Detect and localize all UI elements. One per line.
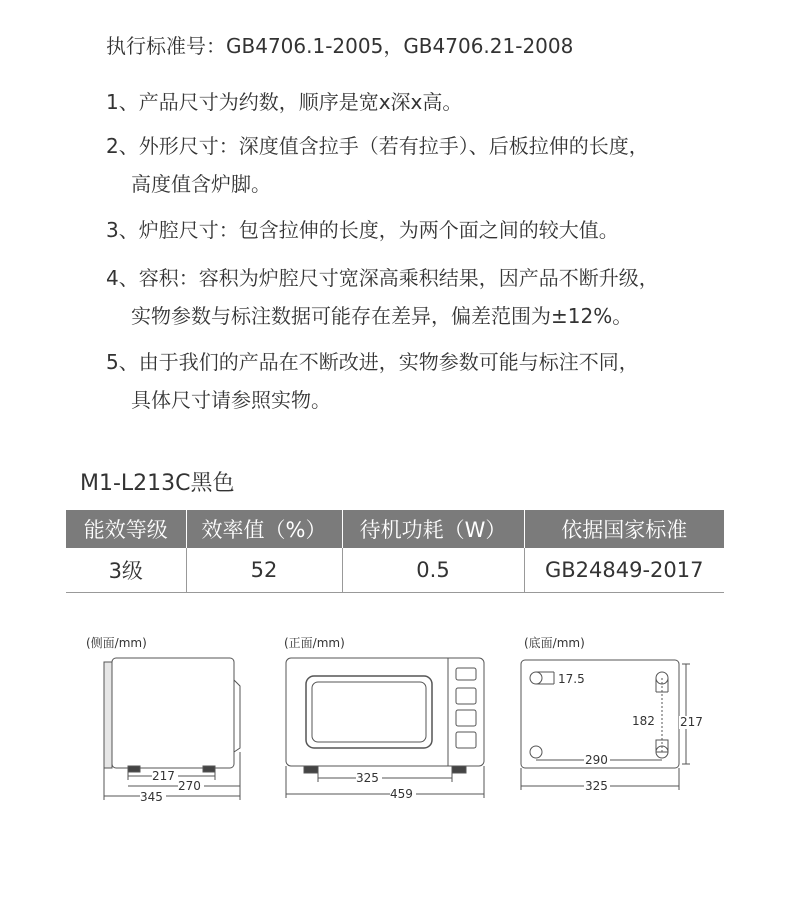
front-dim-325: 325 xyxy=(356,771,379,785)
bottom-dim-325: 325 xyxy=(585,779,608,793)
foot-bottom-left xyxy=(530,746,542,758)
note-1: 1、产品尺寸为约数，顺序是宽x深x高。 xyxy=(106,90,463,114)
control-button-1 xyxy=(456,688,476,704)
control-button-3 xyxy=(456,732,476,748)
front-foot-left xyxy=(304,766,318,773)
side-dim-345: 345 xyxy=(140,790,163,804)
front-foot-right xyxy=(452,766,466,773)
note-2-line-1: 2、外形尺寸：深度值含拉手（若有拉手）、后板拉伸的长度， xyxy=(106,134,649,158)
side-foot-right xyxy=(203,766,215,772)
cell-standard: GB24849-2017 xyxy=(524,548,724,593)
bottom-dim-290: 290 xyxy=(585,753,608,767)
header-national-standard: 依据国家标准 xyxy=(524,510,724,548)
front-window xyxy=(306,676,432,748)
bottom-dim-182: 182 xyxy=(632,714,655,728)
cell-grade: 3级 xyxy=(66,548,186,593)
model-name: M1-L213C黑色 xyxy=(80,471,235,496)
note-4-line-1: 4、容积：容积为炉腔尺寸宽深高乘积结果，因产品不断升级， xyxy=(106,266,659,290)
bottom-body xyxy=(521,660,679,768)
note-5-line-1: 5、由于我们的产品在不断改进，实物参数可能与标注不同， xyxy=(106,350,639,374)
side-view-label: (侧面/mm) xyxy=(86,636,147,650)
side-foot-left xyxy=(128,766,140,772)
header-standby-power: 待机功耗（W） xyxy=(342,510,524,548)
control-panel-display xyxy=(456,668,476,680)
note-4-line-2: 实物参数与标注数据可能存在差异，偏差范围为±12%。 xyxy=(131,304,633,328)
front-window-inner xyxy=(312,682,426,742)
side-dim-217: 217 xyxy=(152,769,175,783)
standard-number: 执行标准号：GB4706.1-2005，GB4706.21-2008 xyxy=(106,34,574,58)
side-door-edge xyxy=(104,662,112,768)
bottom-view-label: (底面/mm) xyxy=(524,636,585,650)
cell-standby: 0.5 xyxy=(342,548,524,593)
header-efficiency-grade: 能效等级 xyxy=(66,510,186,548)
side-dim-270: 270 xyxy=(178,779,201,793)
front-body xyxy=(286,658,484,766)
foot-top-left xyxy=(530,672,542,684)
front-view-drawing xyxy=(286,658,484,798)
bottom-dim-17-5: 17.5 xyxy=(558,672,585,686)
side-body xyxy=(112,658,234,768)
cell-efficiency: 52 xyxy=(186,548,342,593)
front-dim-459: 459 xyxy=(390,787,413,801)
bottom-dim-217: 217 xyxy=(680,715,703,729)
bottom-view-drawing xyxy=(521,660,690,790)
note-3: 3、炉腔尺寸：包含拉伸的长度，为两个面之间的较大值。 xyxy=(106,218,619,242)
side-back-bump xyxy=(234,680,240,752)
front-view-label: (正面/mm) xyxy=(284,636,345,650)
header-efficiency-value: 效率值（%） xyxy=(186,510,342,548)
control-button-2 xyxy=(456,710,476,726)
note-2-line-2: 高度值含炉脚。 xyxy=(131,172,271,196)
note-5-line-2: 具体尺寸请参照实物。 xyxy=(131,388,331,412)
